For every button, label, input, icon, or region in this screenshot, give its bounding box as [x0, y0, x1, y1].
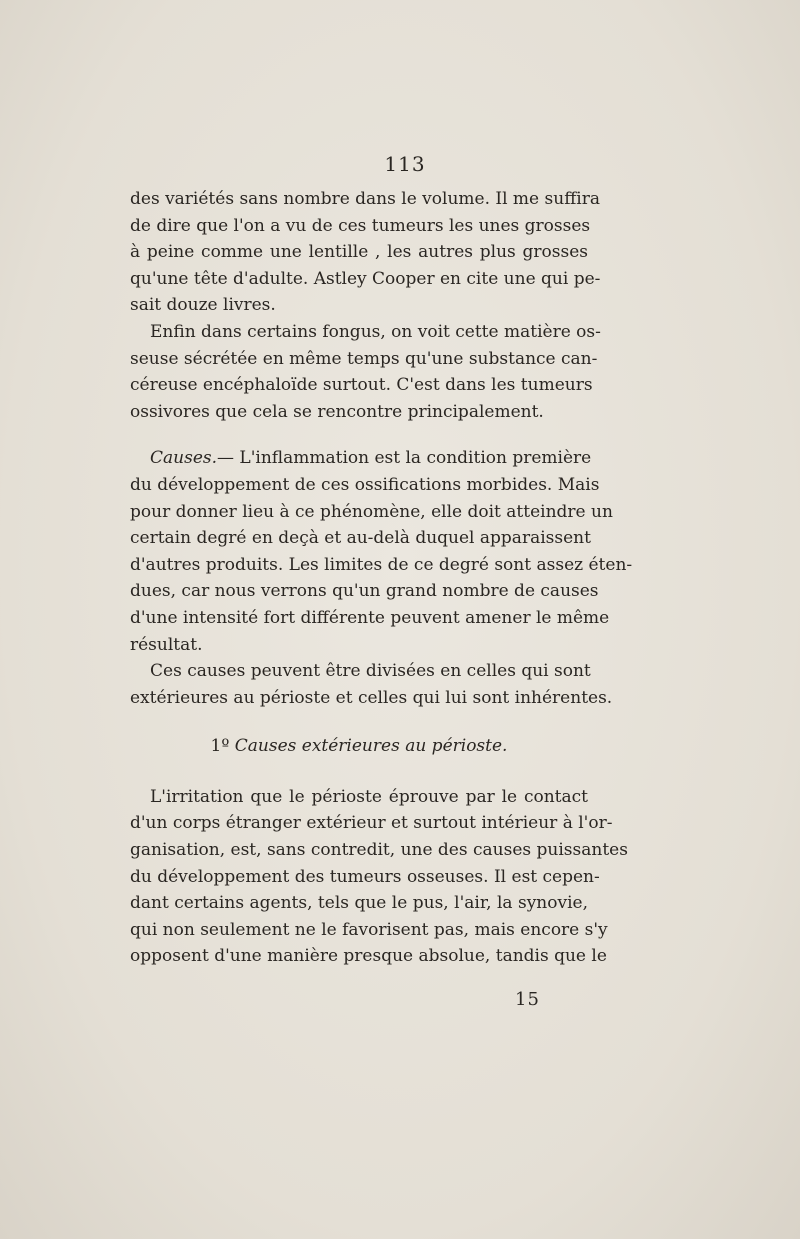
text-line: à peine comme une lentille , les autres plus grosses [130, 242, 588, 263]
text-line-rest: — L'inflammation est la condition première [217, 448, 592, 469]
paragraph [130, 658, 613, 711]
text-line: Enfin dans certains fongus, on voit cette matière os- [150, 321, 601, 342]
text-line [130, 445, 592, 472]
section-heading-text: Causes extérieures au périoste. [234, 736, 508, 757]
text-line: certain degré en deçà et au-delà duquel apparaissent [130, 528, 591, 549]
causes-lead: Causes. [150, 448, 218, 469]
text-line: d'autres produits. Les limites de ce degré sont assez éten- [130, 554, 633, 575]
paragraph [130, 319, 601, 425]
text-line: sait douze livres. [130, 295, 276, 316]
text-line: de dire que l'on a vu de ces tumeurs les unes grosses [130, 215, 591, 236]
text-line: seuse sécrétée en même temps qu'une substance can- [130, 348, 598, 369]
paragraph [130, 445, 633, 658]
text-line: dant certains agents, tels que le pus, l'air, la synovie, [130, 893, 588, 914]
section-heading-number: 1º [210, 736, 230, 757]
page-number: 113 [384, 152, 426, 176]
signature-mark: 15 [515, 989, 540, 1010]
text-line: d'un corps étranger extérieur et surtout intérieur à l'or- [130, 813, 613, 834]
paragraph [130, 784, 628, 970]
text-line: céreuse encéphaloïde surtout. C'est dans les tumeurs [130, 375, 593, 396]
paragraph-spacer [130, 711, 588, 733]
text-line: opposent d'une manière presque absolue, tandis que le [130, 946, 607, 967]
text-line: qu'une tête d'adulte. Astley Cooper en cite une qui pe- [130, 268, 601, 289]
text-line: des variétés sans nombre dans le volume. Il me suffira [130, 189, 600, 209]
paragraph-spacer [130, 425, 588, 445]
text-line: ossivores que cela se rencontre principalement. [130, 401, 544, 422]
text-line: d'une intensité fort différente peuvent amener le même [130, 607, 610, 628]
paragraph [130, 186, 601, 319]
text-line: ganisation, est, sans contredit, une des causes puissantes [130, 840, 628, 861]
section-heading [130, 733, 588, 760]
text-line: extérieures au périoste et celles qui lui sont inhérentes. [130, 687, 613, 708]
body-text [130, 186, 633, 970]
text-line: du développement des tumeurs osseuses. Il est cepen- [130, 866, 600, 887]
text-line: dues, car nous verrons qu'un grand nombre de causes [130, 581, 599, 602]
paragraph-spacer [130, 760, 588, 784]
text-line: qui non seulement ne le favorisent pas, mais encore s'y [130, 919, 608, 940]
text-line: Ces causes peuvent être divisées en celles qui sont [150, 661, 591, 682]
text-line: L'irritation que le périoste éprouve par le contact [150, 786, 588, 807]
text-line: pour donner lieu à ce phénomène, elle doit atteindre un [130, 501, 613, 522]
text-line: du développement de ces ossifications morbides. Mais [130, 474, 600, 495]
text-line: résultat. [130, 634, 203, 655]
